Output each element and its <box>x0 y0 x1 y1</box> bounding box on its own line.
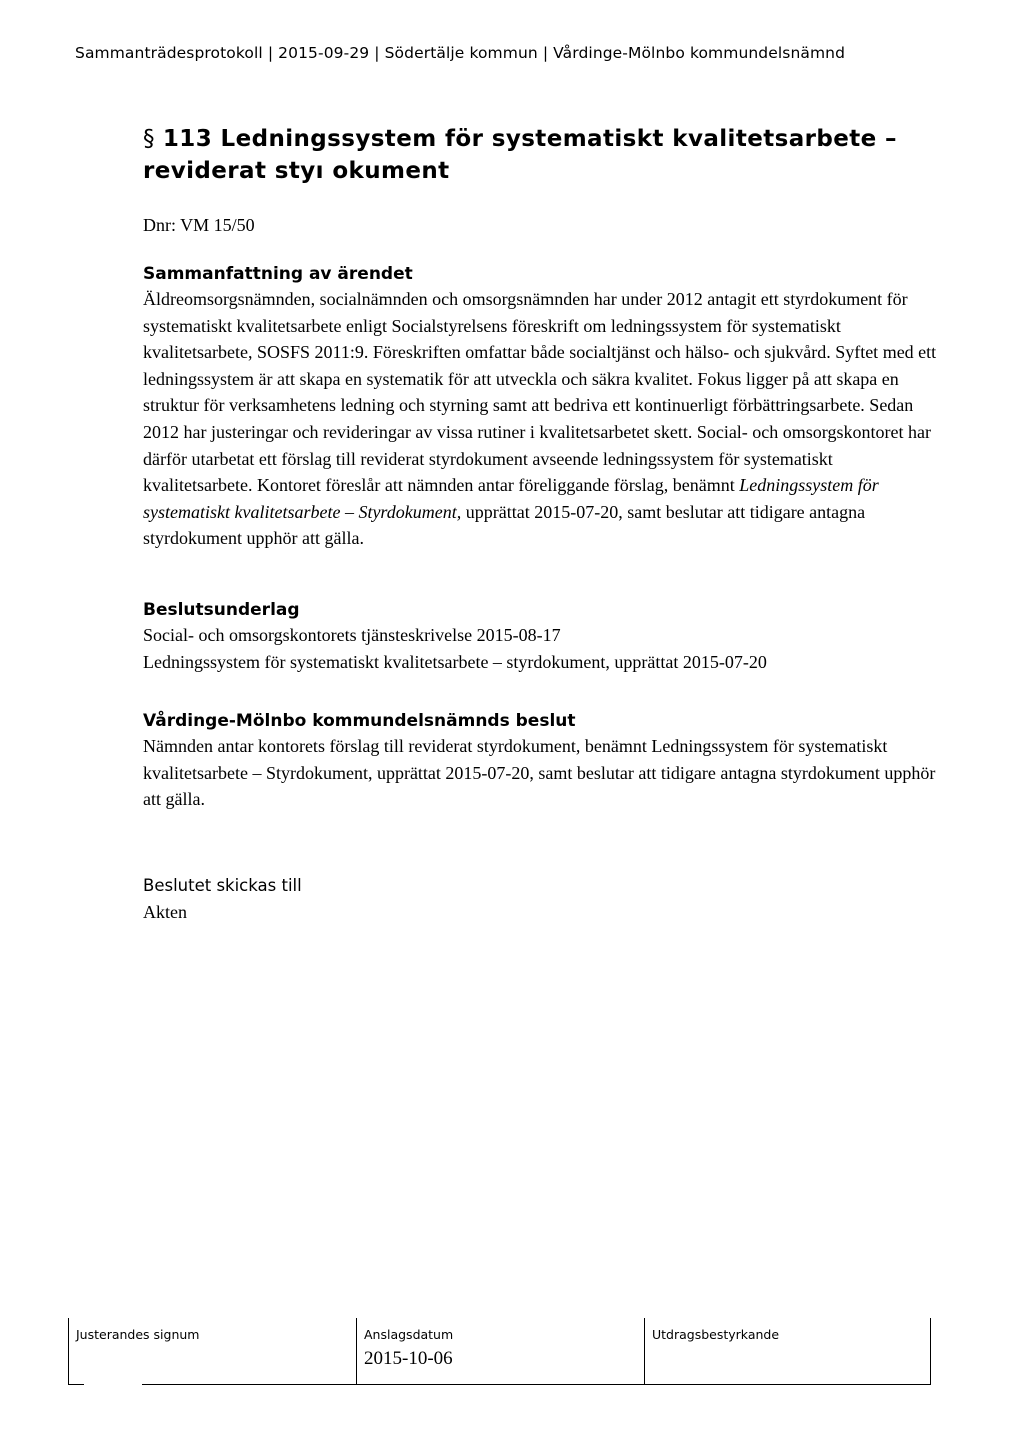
summary-section <box>143 262 943 552</box>
page-header: Sammanträdesprotokoll | 2015-09-29 | Södertälje kommun | Vårdinge-Mölnbo kommundelsnämnd <box>75 44 846 62</box>
decision-text: Nämnden antar kontorets förslag till reviderat styrdokument, benämnt Ledningssystem för systematiskt kvalitetsarbete – Styrdokument, upprättat 2015-07-20, samt beslutar att tidigare antagna styrdokument upphör att gälla. <box>143 736 936 810</box>
diary-number: Dnr: VM 15/50 <box>143 215 255 235</box>
decision-heading: Vårdinge-Mölnbo kommundelsnämnds beslut <box>143 711 576 731</box>
title-line-1 <box>143 123 943 155</box>
sent-to-section <box>143 873 943 926</box>
summary-document-title: Ledningssystem för systematiskt kvalitetsarbete – Styrdokument, <box>143 475 879 522</box>
signature-cell <box>68 1318 356 1384</box>
footer-bottom-rule <box>68 1384 84 1385</box>
posting-date-cell <box>356 1318 644 1384</box>
decision-section <box>143 709 943 813</box>
footer-divider <box>930 1318 931 1384</box>
footer-signature-table <box>68 1318 932 1386</box>
posting-date-value: 2015-10-06 <box>364 1348 453 1369</box>
certification-cell <box>644 1318 930 1384</box>
decision-basis-heading: Beslutsunderlag <box>143 600 300 620</box>
title-text-1: 113 Ledningssystem för systematiskt kvalitetsarbete – <box>162 126 897 152</box>
signature-label: Justerandes signum <box>76 1327 200 1342</box>
summary-text-part-2: upprättat 2015-07-20, samt beslutar att tidigare antagna styrdokument upphör att gälla. <box>143 501 866 549</box>
title-line-2: reviderat styı okument <box>143 158 450 184</box>
summary-heading: Sammanfattning av ärendet <box>143 264 413 284</box>
certification-label: Utdragsbestyrkande <box>652 1327 780 1342</box>
summary-text-part-1: Äldreomsorgsnämnden, socialnämnden och omsorgsnämnden har under 2012 antagit ett styrdokument för systematiskt kvalitetsarbete enligt Socialstyrelsens föreskrift om ledningssystem för systematiskt kvalitetsarbete, SOSFS 2011:9. Föreskriften omfattar både socialtjänst och hälso- och sjukvård. Syftet med ett ledningssystem är att skapa en systematik för att utveckla och säkra kvalitet. Fokus ligger på att skapa en struktur för verksamhetens ledning och styrning samt att bedriva ett kontinuerligt förbättringsarbete. Sedan 2012 har justeringar och revideringar av vissa rutiner i kvalitetsarbetet skett. Social- och omsorgskontoret har därför utarbetat ett förslag till reviderat styrdokument avseende ledningssystem för systematiskt kvalitetsarbete. Kontoret föreslår att nämnden antar föreliggande förslag, benämnt <box>143 289 937 496</box>
sent-to-label: Beslutet skickas till <box>143 876 302 895</box>
summary-text <box>143 286 943 552</box>
decision-basis-item: Social- och omsorgskontorets tjänsteskrivelse 2015-08-17 <box>143 625 561 645</box>
posting-date-label: Anslagsdatum <box>364 1327 454 1342</box>
decision-basis-section <box>143 598 943 675</box>
decision-basis-item: Ledningssystem för systematiskt kvalitetsarbete – styrdokument, upprättat 2015-07-20 <box>143 651 767 672</box>
section-symbol: § <box>143 126 155 152</box>
page-title <box>143 123 943 187</box>
sent-to-recipient: Akten <box>143 902 187 922</box>
footer-bottom-rule <box>142 1384 931 1385</box>
